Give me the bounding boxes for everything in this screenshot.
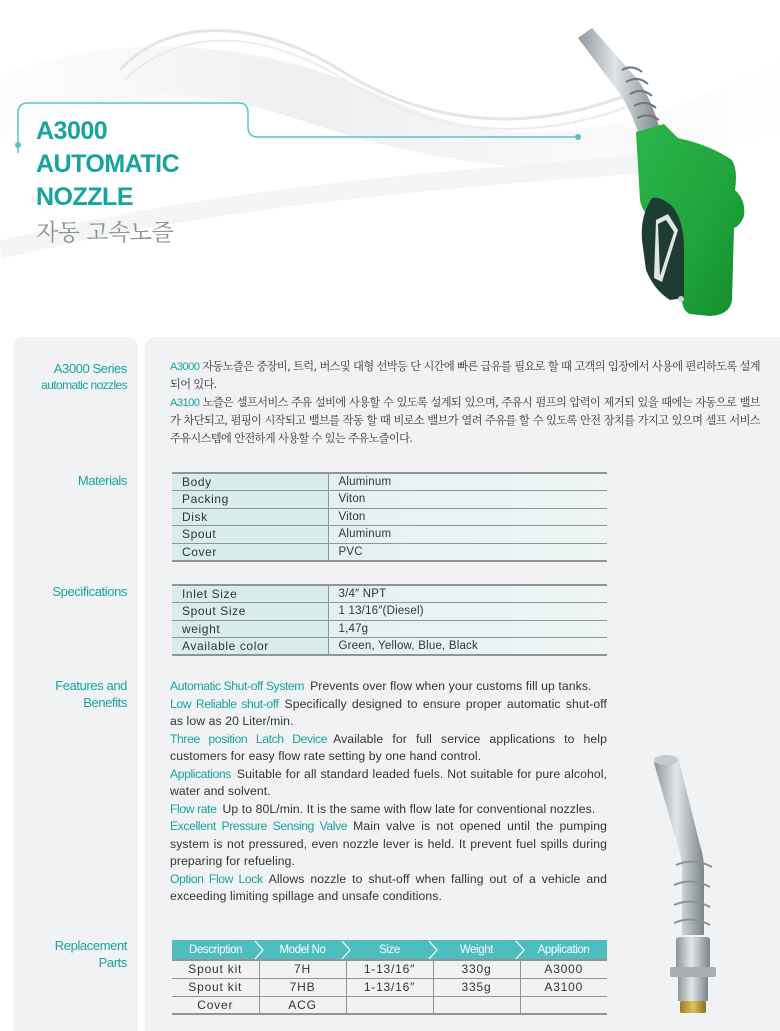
feature-text: Available for full service applications to help customers for easy flow rate setting by one hand control.: [170, 731, 607, 763]
row-value: Green, Yellow, Blue, Black: [328, 638, 607, 656]
title-line-2: AUTOMATIC: [36, 150, 180, 178]
cell: 335g: [433, 978, 520, 996]
series-label: A3000 Series: [53, 361, 127, 376]
feature-item: [170, 678, 607, 696]
feature-title: Excellent Pressure Sensing Valve: [170, 819, 348, 833]
column-header: [172, 940, 259, 960]
feature-item: [170, 766, 607, 801]
paragraph-text: 자동노즐은 중장비, 트럭, 버스및 대형 선박등 단 시간에 빠른 급유를 필요로 할 때 고객의 입장에서 사용에 편리하도록 설계되어 있다.: [170, 360, 760, 391]
feature-text: Up to 80L/min. It is the same with flow late for conventional nozzles.: [222, 801, 596, 816]
title-korean: 자동 고속노즐: [36, 220, 174, 246]
replacement-parts-table: [172, 940, 607, 1015]
column-header: [346, 940, 433, 960]
replacement-label-line1: Replacement: [54, 938, 127, 953]
chevron-right-icon: [427, 940, 439, 960]
feature-item: [170, 801, 607, 819]
row-key: Spout: [172, 526, 328, 544]
cell: A3100: [520, 978, 607, 996]
cell: Spout kit: [172, 978, 259, 996]
series-sublabel: automatic nozzles: [41, 378, 127, 392]
row-key: Disk: [172, 508, 328, 526]
table-row: [172, 526, 607, 544]
section-label-series: [41, 360, 127, 394]
column-header: [520, 940, 607, 960]
table-row: [172, 603, 607, 621]
row-value: 1 13/16″(Diesel): [328, 603, 607, 621]
table-row: [172, 978, 607, 996]
row-key: Available color: [172, 638, 328, 656]
row-value: Viton: [328, 491, 607, 509]
row-value: 3/4″ NPT: [328, 585, 607, 603]
row-value: Aluminum: [328, 526, 607, 544]
section-label-replacement: [55, 937, 127, 971]
feature-item: [170, 818, 607, 871]
intro-paragraph: [170, 394, 760, 448]
features-list: [170, 678, 607, 906]
table-row: [172, 620, 607, 638]
specifications-table: [172, 584, 607, 656]
feature-title: Option Flow Lock: [170, 871, 263, 886]
cell: [346, 996, 433, 1014]
cell: 7HB: [259, 978, 346, 996]
table-header-row: [172, 940, 607, 960]
row-key: Inlet Size: [172, 585, 328, 603]
cell: Spout kit: [172, 960, 259, 978]
title-line-3: NOZZLE: [36, 183, 133, 211]
feature-text: Main valve is not opened until the pumping system is not pressured, even nozzle lever is held. It prevent fuel spills during preparing for refueling.: [170, 819, 607, 868]
feature-text: Allows nozzle to shut-off when falling out of a vehicle and exceeding limiting spillage and unsafe conditions.: [170, 871, 607, 903]
row-value: Viton: [328, 508, 607, 526]
model-name: A3100: [170, 397, 200, 409]
intro-text: [170, 358, 760, 448]
table-row: [172, 960, 607, 978]
feature-title: Low Reliable shut-off: [170, 696, 279, 711]
feature-title: Flow rate: [170, 801, 217, 816]
section-label-features: [55, 677, 127, 711]
cell: Cover: [172, 996, 259, 1014]
feature-item: [170, 696, 607, 731]
title-line-1: A3000: [36, 117, 108, 145]
section-label-specifications: Specifications: [52, 584, 127, 599]
table-row: [172, 996, 607, 1014]
chevron-right-icon: [514, 940, 526, 960]
spout-kit-image: [630, 745, 730, 1020]
row-key: Body: [172, 473, 328, 491]
nozzle-product-image: [560, 20, 760, 320]
feature-text: Suitable for all standard leaded fuels. Not suitable for pure alcohol, water and solvent.: [170, 766, 607, 798]
row-key: Packing: [172, 491, 328, 509]
hero-banner: [0, 0, 780, 330]
column-header-label: Application: [537, 943, 590, 956]
table-row: [172, 491, 607, 509]
feature-title: Three position Latch Device: [170, 731, 328, 746]
row-value: Aluminum: [328, 473, 607, 491]
table-row: [172, 473, 607, 491]
page-title: [36, 115, 179, 250]
cell: ACG: [259, 996, 346, 1014]
row-key: Spout Size: [172, 603, 328, 621]
column-header-label: Size: [379, 943, 400, 956]
chevron-right-icon: [340, 940, 352, 960]
feature-item: [170, 871, 607, 906]
table-row: [172, 638, 607, 656]
row-value: PVC: [328, 543, 607, 561]
cell: 1-13/16″: [346, 960, 433, 978]
cell: 7H: [259, 960, 346, 978]
column-header-label: Model No: [279, 943, 326, 956]
section-label-materials: Materials: [77, 473, 127, 488]
feature-title: Applications: [170, 766, 231, 781]
feature-title: Automatic Shut-off System: [170, 679, 305, 693]
replacement-label-line2: Parts: [98, 955, 127, 970]
intro-paragraph: [170, 358, 760, 394]
feature-item: [170, 731, 607, 766]
feature-text: Specifically designed to ensure proper automatic shut-off as low as 20 Liter/min.: [170, 696, 607, 728]
cell: [433, 996, 520, 1014]
feature-text: Prevents over flow when your customs fill up tanks.: [310, 679, 592, 693]
features-label-line2: Benefits: [83, 695, 127, 710]
model-name: A3000: [170, 361, 200, 373]
row-key: Cover: [172, 543, 328, 561]
row-key: weight: [172, 620, 328, 638]
table-row: [172, 543, 607, 561]
chevron-right-icon: [253, 940, 265, 960]
paragraph-text: 노즐은 셀프서비스 주유 설비에 사용할 수 있도록 설계되 있으며, 주유시 펌프의 압력이 제거되 있을 때에는 자동으로 밸브가 차단되고, 펌핑이 시작되고 밸브를 작동 할 때 비로소 밸브가 열려 주유를 할 수 있도록 안전 장치를 가지고 있으며 셀프 서비스 주유시스템에 안전하게 사용할 수 있는 주유노즐이다.: [170, 396, 760, 445]
column-header: [433, 940, 520, 960]
cell: 330g: [433, 960, 520, 978]
row-value: 1,47g: [328, 620, 607, 638]
column-header: [259, 940, 346, 960]
cell: A3000: [520, 960, 607, 978]
table-row: [172, 508, 607, 526]
table-row: [172, 585, 607, 603]
column-header-label: Description: [188, 943, 243, 956]
column-header-label: Weight: [459, 943, 494, 956]
features-label-line1: Features and: [55, 678, 127, 693]
cell: 1-13/16″: [346, 978, 433, 996]
cell: [520, 996, 607, 1014]
materials-table: [172, 472, 607, 562]
